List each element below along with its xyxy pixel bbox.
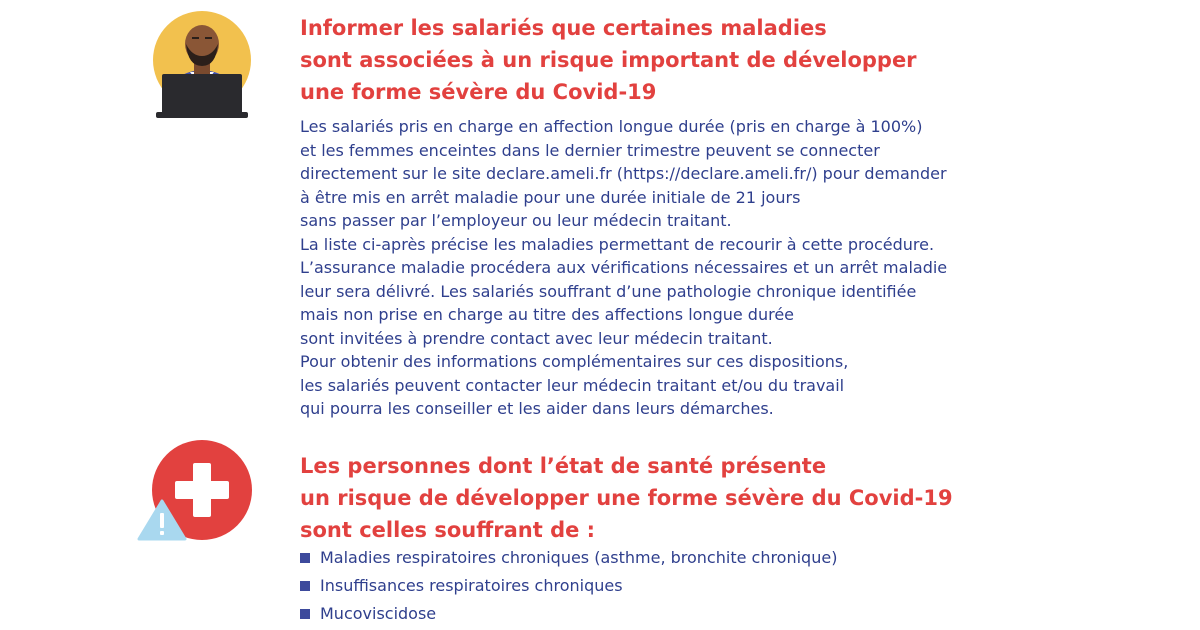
conditions-list xyxy=(300,544,837,628)
body-line: L’assurance maladie procédera aux vérifications nécessaires et un arrêt maladie xyxy=(300,258,948,277)
body-line: Pour obtenir des informations complémentaires sur ces dispositions, xyxy=(300,352,849,371)
person-at-laptop-icon xyxy=(146,10,258,122)
square-bullet-icon xyxy=(300,581,310,591)
warning-icon xyxy=(136,498,188,542)
list-item-label: Insuffisances respiratoires chroniques xyxy=(320,576,623,595)
list-item xyxy=(300,600,837,628)
list-item-label: Maladies respiratoires chroniques (asthme, bronchite chronique) xyxy=(320,548,838,567)
section-1-heading-line: une forme sévère du Covid-19 xyxy=(300,80,657,104)
body-line: mais non prise en charge au titre des affections longue durée xyxy=(300,305,795,324)
section-1-heading xyxy=(300,12,917,108)
square-bullet-icon xyxy=(300,609,310,619)
body-line: La liste ci-après précise les maladies permettant de recourir à cette procédure. xyxy=(300,234,935,254)
body-line: et les femmes enceintes dans le dernier trimestre peuvent se connecter xyxy=(300,140,880,160)
section-2-heading xyxy=(300,450,953,546)
body-line: leur sera délivré. Les salariés souffrant d’une pathologie chronique identifiée xyxy=(300,281,917,301)
list-item xyxy=(300,544,837,572)
section-1-heading-line: Informer les salariés que certaines maladies xyxy=(300,16,827,40)
section-2-heading-line: Les personnes dont l’état de santé présente xyxy=(300,454,827,478)
list-item-label: Mucoviscidose xyxy=(320,604,437,623)
body-line: à être mis en arrêt maladie pour une durée initiale de 21 jours xyxy=(300,187,801,207)
body-line: sont invitées à prendre contact avec leur médecin traitant. xyxy=(300,328,773,348)
body-line: directement sur le site declare.ameli.fr (https://declare.ameli.fr/) pour demander xyxy=(300,164,947,183)
square-bullet-icon xyxy=(300,553,310,563)
body-line: sans passer par l’employeur ou leur médecin traitant. xyxy=(300,211,732,230)
section-2-heading-line: un risque de développer une forme sévère du Covid-19 xyxy=(300,486,953,510)
section-1-heading-line: sont associées à un risque important de développer xyxy=(300,48,917,72)
body-line: les salariés peuvent contacter leur médecin traitant et/ou du travail xyxy=(300,375,845,395)
section-2-heading-line: sont celles souffrant de : xyxy=(300,518,596,542)
section-1-body xyxy=(300,115,947,421)
body-line: Les salariés pris en charge en affection longue durée (pris en charge à 100%) xyxy=(300,117,923,136)
body-line: qui pourra les conseiller et les aider dans leurs démarches. xyxy=(300,399,774,418)
list-item xyxy=(300,572,837,600)
